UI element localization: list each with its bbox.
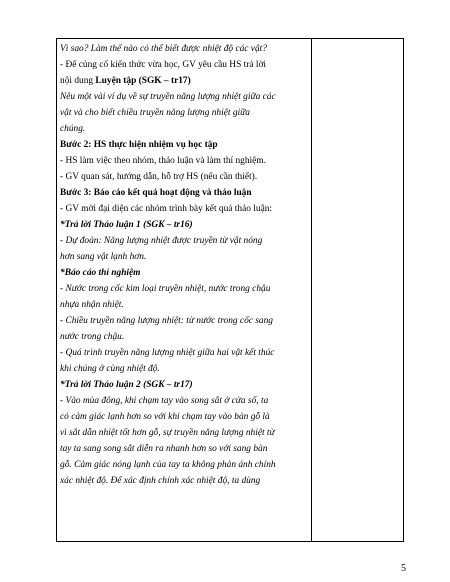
- text-line: nước trong chậu.: [60, 332, 125, 342]
- text-line: [60, 73, 310, 89]
- text-line: *Báo cáo thí nghiệm: [60, 268, 141, 278]
- column-divider: [311, 39, 312, 541]
- text-line: - Quá trình truyền năng lượng nhiệt giữa hai vật kết thúc: [60, 348, 275, 358]
- text-line: xác nhiệt độ. Để xác định chính xác nhiệt độ, ta dùng: [60, 476, 261, 486]
- text-line: - Vào mùa đông, khi chạm tay vào song sắt ở cửa sổ, ta: [60, 396, 269, 406]
- text-line: - GV mời đại diện các nhóm trình bày kết quả thảo luận:: [60, 204, 273, 214]
- text-line-prefix: nội dung: [60, 76, 96, 86]
- teacher-student-activity-column: [57, 41, 310, 489]
- text-line: - Dự đoán: Năng lượng nhiệt được truyền từ vật nóng: [60, 236, 263, 246]
- text-line: nhựa nhận nhiệt.: [60, 300, 124, 310]
- text-line: chúng.: [60, 124, 86, 134]
- text-line: khi chúng ở cùng nhiệt độ.: [60, 364, 160, 374]
- text-line: có cảm giác lạnh hơn so với khi chạm tay vào bàn gỗ là: [60, 412, 270, 422]
- text-line: - GV quan sát, hướng dẫn, hỗ trợ HS (nếu cần thiết).: [60, 172, 258, 182]
- text-line: Vì sao? Làm thế nào có thể biết được nhiệt độ các vật?: [60, 44, 267, 54]
- text-line-emphasis: Luyện tập (SGK – tr17): [95, 76, 191, 86]
- text-line: - Chiều truyền năng lượng nhiệt: từ nước trong cốc sang: [60, 316, 273, 326]
- text-line: vật và cho biết chiều truyền năng lượng nhiệt giữa: [60, 108, 250, 118]
- text-line: *Trả lời Thảo luận 2 (SGK – tr17): [60, 380, 193, 390]
- text-line: - HS làm việc theo nhóm, thảo luận và làm thí nghiệm.: [60, 156, 266, 166]
- text-line: Bước 3: Báo cáo kết quả hoạt động và thảo luận: [60, 188, 252, 198]
- page-number: 5: [401, 563, 406, 574]
- text-line: - Nước trong cốc kim loại truyền nhiệt, nước trong chậu: [60, 284, 271, 294]
- text-line: - Để củng cố kiến thức vừa học, GV yêu cầu HS trả lời: [60, 60, 267, 70]
- text-line: Bước 2: HS thực hiện nhiệm vụ học tập: [60, 140, 218, 150]
- text-line: Nêu một vài ví dụ về sự truyền năng lượng nhiệt giữa các: [60, 92, 276, 102]
- text-line: vì sắt dẫn nhiệt tốt hơn gỗ, sự truyền năng lượng nhiệt từ: [60, 428, 275, 438]
- lesson-table: [56, 38, 404, 542]
- text-line: tay ta sang song sắt diễn ra nhanh hơn so với sang bàn: [60, 444, 268, 454]
- text-line: gỗ. Cảm giác nóng lạnh của tay ta không phản ánh chính: [60, 460, 276, 470]
- text-line: hơn sang vật lạnh hơn.: [60, 252, 147, 262]
- text-line: *Trả lời Thảo luận 1 (SGK – tr16): [60, 220, 193, 230]
